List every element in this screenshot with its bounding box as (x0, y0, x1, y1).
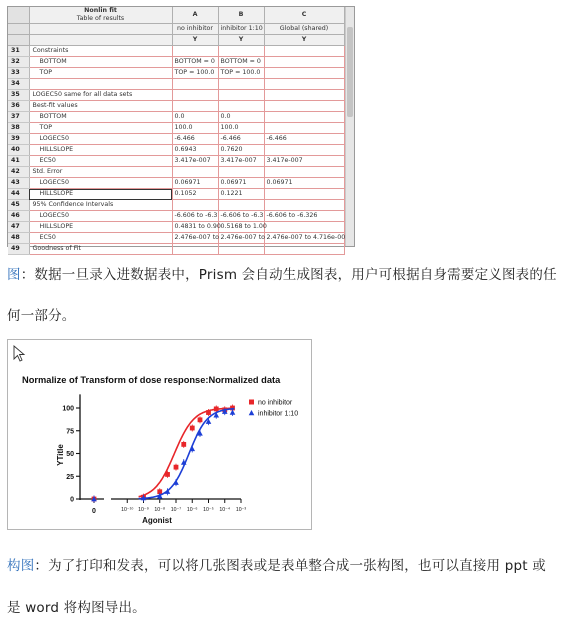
cell-c[interactable] (264, 68, 344, 79)
cursor-icon (14, 346, 24, 361)
legend-label: inhibitor 1:10 (258, 410, 299, 418)
legend-marker (249, 410, 255, 415)
corner-cell (8, 7, 29, 24)
row-number: 34 (8, 79, 29, 90)
cell-c[interactable] (264, 200, 344, 211)
row-label[interactable]: Best-fit values (29, 101, 172, 112)
row-label[interactable]: HILLSLOPE (29, 189, 172, 200)
row-number: 40 (8, 145, 29, 156)
header-spacer (29, 24, 172, 35)
cell-a[interactable] (172, 79, 218, 90)
cell-a[interactable]: 0.06971 (172, 178, 218, 189)
results-table (7, 6, 355, 252)
row-label[interactable]: Std. Error (29, 167, 172, 178)
cell-c[interactable] (264, 145, 344, 156)
caption-figure (7, 263, 557, 283)
table-row[interactable] (8, 178, 344, 189)
row-number: 42 (8, 167, 29, 178)
row-label[interactable] (29, 79, 172, 90)
cell-a[interactable] (172, 101, 218, 112)
row-number: 43 (8, 178, 29, 189)
cell-a[interactable]: -6.466 (172, 134, 218, 145)
y-tick-label: 100 (62, 405, 74, 413)
cell-c[interactable] (264, 123, 344, 134)
row-label[interactable]: Constraints (29, 46, 172, 57)
row-label[interactable]: Goodness of Fit (29, 244, 172, 255)
cell-c[interactable] (264, 57, 344, 68)
table-row[interactable] (8, 123, 344, 134)
row-number: 35 (8, 90, 29, 101)
cell-b[interactable] (218, 90, 264, 101)
table-row[interactable] (8, 156, 344, 167)
results-grid (8, 7, 345, 255)
column-letter-a[interactable]: A (172, 7, 218, 24)
data-point (206, 410, 211, 415)
table-row[interactable] (8, 145, 344, 156)
row-label[interactable]: HILLSLOPE (29, 222, 172, 233)
row-number: 32 (8, 57, 29, 68)
cell-b[interactable]: 0.0 (218, 112, 264, 123)
cell-c[interactable]: 0.06971 (264, 178, 344, 189)
table-row[interactable] (8, 134, 344, 145)
table-row[interactable] (8, 189, 344, 200)
row-label[interactable]: TOP (29, 68, 172, 79)
data-point (174, 465, 179, 470)
caption-composite (7, 554, 546, 574)
column-sub-a: Y (172, 35, 218, 46)
row-number: 45 (8, 200, 29, 211)
data-point (190, 426, 195, 431)
row-number: 36 (8, 101, 29, 112)
table-row[interactable] (8, 233, 344, 244)
caption-figure-key: 图 (7, 267, 21, 283)
y-tick-label: 25 (66, 473, 74, 481)
cell-a[interactable]: 2.476e-007 to (172, 233, 218, 244)
cell-b[interactable]: -6.466 (218, 134, 264, 145)
x-tick-label: 10⁻¹⁰ (121, 507, 134, 513)
cell-b[interactable]: 3.417e-007 (218, 156, 264, 167)
cell-c[interactable] (264, 189, 344, 200)
x-tick-label: 10⁻⁴ (219, 507, 231, 513)
row-number: 38 (8, 123, 29, 134)
caption-composite-cont (7, 596, 146, 616)
x-tick-label-zero: 0 (92, 508, 96, 515)
cell-c[interactable]: 3.417e-007 (264, 156, 344, 167)
row-number: 33 (8, 68, 29, 79)
y-axis-label: YTitle (56, 444, 65, 466)
table-row[interactable] (8, 244, 344, 255)
table-row[interactable] (8, 46, 344, 57)
row-label[interactable]: EC50 (29, 156, 172, 167)
cell-c[interactable]: 2.476e-007 to 4.716e-00 (264, 233, 344, 244)
cell-c[interactable] (264, 244, 344, 255)
cell-a[interactable]: 0.0 (172, 112, 218, 123)
cell-c[interactable]: -6.466 (264, 134, 344, 145)
chart-panel (7, 339, 312, 530)
cell-b[interactable]: 0.7620 (218, 145, 264, 156)
row-label[interactable]: LOGEC50 (29, 211, 172, 222)
cell-c[interactable] (264, 46, 344, 57)
cell-c[interactable] (264, 101, 344, 112)
data-point (214, 407, 219, 412)
cell-b[interactable] (218, 200, 264, 211)
data-point (198, 417, 203, 422)
cell-a[interactable]: TOP = 100.0 (172, 68, 218, 79)
cell-c[interactable] (264, 167, 344, 178)
cell-a[interactable]: 0.4831 to 0.90 (172, 222, 218, 233)
table-row[interactable] (8, 68, 344, 79)
row-label[interactable]: BOTTOM (29, 112, 172, 123)
cell-b[interactable] (218, 167, 264, 178)
cell-b[interactable]: BOTTOM = 0 (218, 57, 264, 68)
plot-area (62, 394, 298, 515)
row-number: 44 (8, 189, 29, 200)
column-name-a[interactable]: no inhibitor (172, 24, 218, 35)
cell-b[interactable]: 0.06971 (218, 178, 264, 189)
cell-a[interactable]: BOTTOM = 0 (172, 57, 218, 68)
cell-b[interactable] (218, 79, 264, 90)
header-spacer (29, 35, 172, 46)
row-label[interactable]: BOTTOM (29, 57, 172, 68)
cell-b[interactable] (218, 244, 264, 255)
caption-composite-line1: ：为了打印和发表，可以将几张图表或是表单整合成一张构图，也可以直接用 ppt 或 (34, 558, 546, 574)
cell-a[interactable]: 0.1052 (172, 189, 218, 200)
column-sub-c: Y (264, 35, 344, 46)
x-axis-label: Agonist (142, 516, 172, 525)
y-tick-label: 0 (70, 496, 74, 504)
y-tick-label: 50 (66, 451, 74, 458)
row-number: 46 (8, 211, 29, 222)
column-name-c[interactable]: Global (shared) (264, 24, 344, 35)
table-row[interactable] (8, 167, 344, 178)
cell-c[interactable] (264, 112, 344, 123)
caption-composite-line2: 是 word 将构图导出。 (7, 600, 146, 616)
table-row[interactable] (8, 211, 344, 222)
cell-c[interactable] (264, 90, 344, 101)
x-tick-label: 10⁻³ (235, 507, 247, 513)
table-row[interactable] (8, 112, 344, 123)
row-label[interactable]: LOGEC50 (29, 178, 172, 189)
cell-a[interactable] (172, 244, 218, 255)
caption-figure-line2: 何一部分。 (7, 308, 76, 324)
fit-curve-inhibitor (139, 409, 235, 499)
cell-b[interactable]: 0.5168 to 1.00 (218, 222, 264, 233)
row-label[interactable]: EC50 (29, 233, 172, 244)
data-point (181, 442, 186, 447)
data-point (165, 472, 170, 477)
cell-a[interactable] (172, 46, 218, 57)
y-tick-label: 75 (66, 428, 74, 436)
column-name-b[interactable]: inhibitor 1:10 (218, 24, 264, 35)
legend-marker (249, 400, 254, 405)
row-number: 31 (8, 46, 29, 57)
caption-figure-line1: ：数据一旦录入进数据表中，Prism 会自动生成图表，用户可根据自身需要定义图表的任 (20, 267, 557, 283)
x-tick-label: 10⁻⁹ (138, 507, 149, 513)
corner-cell (8, 24, 29, 35)
cell-a[interactable] (172, 200, 218, 211)
x-tick-label: 10⁻⁶ (186, 507, 198, 513)
chart-title: Normalize of Transform of dose response:Normalized data (22, 375, 281, 385)
corner-cell (8, 35, 29, 46)
table-row[interactable] (8, 90, 344, 101)
table-row[interactable] (8, 222, 344, 233)
caption-figure-cont (7, 304, 76, 324)
column-letter-c[interactable]: C (264, 7, 344, 24)
cell-a[interactable]: -6.606 to -6.3 (172, 211, 218, 222)
row-number: 49 (8, 244, 29, 255)
cell-b[interactable] (218, 101, 264, 112)
table-row[interactable] (8, 200, 344, 211)
row-label[interactable]: HILLSLOPE (29, 145, 172, 156)
x-tick-label: 10⁻⁸ (154, 507, 166, 513)
cell-b[interactable]: 100.0 (218, 123, 264, 134)
table-title-line2: Table of results (76, 15, 125, 22)
cell-b[interactable] (218, 46, 264, 57)
column-letter-b[interactable]: B (218, 7, 264, 24)
cell-b[interactable]: 2.476e-007 to (218, 233, 264, 244)
data-point (173, 480, 179, 485)
cell-a[interactable]: 3.417e-007 (172, 156, 218, 167)
cell-a[interactable]: 100.0 (172, 123, 218, 134)
table-row[interactable] (8, 101, 344, 112)
cell-b[interactable]: TOP = 100.0 (218, 68, 264, 79)
row-label[interactable]: 95% Confidence Intervals (29, 200, 172, 211)
table-row[interactable] (8, 57, 344, 68)
cell-c[interactable]: -6.606 to -6.326 (264, 211, 344, 222)
vertical-scrollbar[interactable] (345, 7, 354, 246)
dose-response-chart (8, 340, 311, 529)
table-title-line1: Nonlin fit (84, 7, 117, 14)
row-label[interactable]: LOGEC50 same for all data sets (29, 90, 172, 101)
row-label[interactable]: LOGEC50 (29, 134, 172, 145)
row-label[interactable]: TOP (29, 123, 172, 134)
row-number: 47 (8, 222, 29, 233)
row-number: 39 (8, 134, 29, 145)
cell-b[interactable]: -6.606 to -6.3 (218, 211, 264, 222)
cell-c[interactable] (264, 79, 344, 90)
table-row[interactable] (8, 79, 344, 90)
cell-c[interactable] (264, 222, 344, 233)
fit-curve-no-inhibitor (139, 408, 235, 497)
x-tick-label: 10⁻⁵ (203, 507, 214, 513)
row-number: 41 (8, 156, 29, 167)
caption-composite-key: 构图 (7, 558, 35, 574)
row-number: 37 (8, 112, 29, 123)
cell-a[interactable]: 0.6943 (172, 145, 218, 156)
cell-a[interactable] (172, 90, 218, 101)
column-sub-b: Y (218, 35, 264, 46)
x-tick-label: 10⁻⁷ (170, 507, 182, 513)
row-number: 48 (8, 233, 29, 244)
cell-b[interactable]: 0.1221 (218, 189, 264, 200)
cell-a[interactable] (172, 167, 218, 178)
table-title (29, 7, 172, 24)
legend-label: no inhibitor (258, 399, 293, 407)
